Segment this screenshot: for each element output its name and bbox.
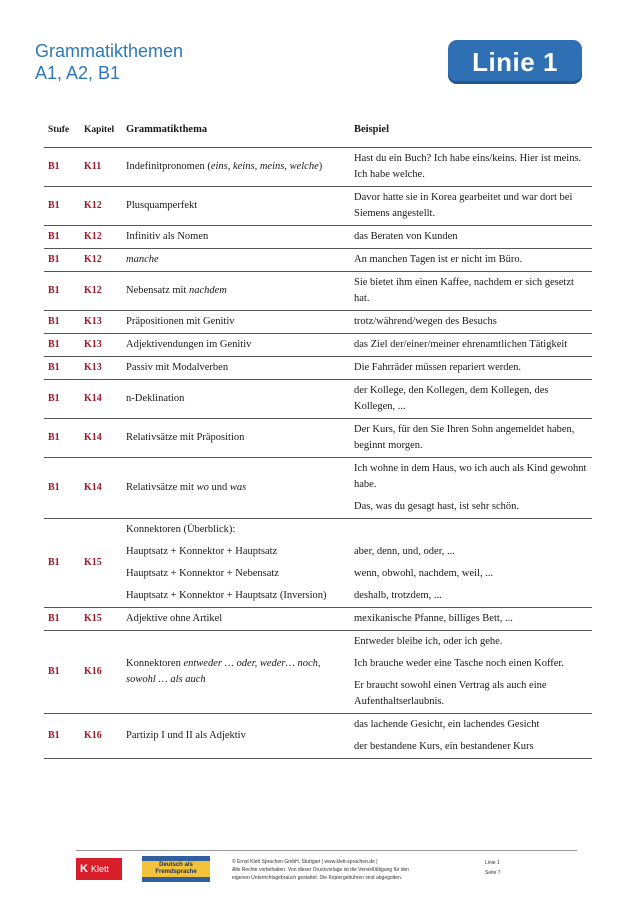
page-title xyxy=(35,40,183,84)
cell-kapitel: K13 xyxy=(80,310,122,333)
table-row xyxy=(44,333,592,356)
cell-kapitel: K15 xyxy=(80,607,122,630)
table-row xyxy=(44,186,592,225)
cell-beispiel xyxy=(350,713,592,758)
beispiel-line: wenn, obwohl, nachdem, weil, ... xyxy=(354,567,494,579)
cell-kapitel: K14 xyxy=(80,418,122,457)
table-row xyxy=(44,356,592,379)
cell-grammatikthema: Nebensatz mit nachdem xyxy=(122,271,350,310)
title-line-2: A1, A2, B1 xyxy=(35,63,121,83)
beispiel-line: der Kollege, den Kollegen, dem Kollegen, des Kollegen, ... xyxy=(354,384,549,412)
copyright-line: Alle Rechte vorbehalten. Von dieser Druckvorlage ist die Vervielfältigung für den xyxy=(232,867,410,873)
thema-line: Hauptsatz + Konnektor + Nebensatz xyxy=(126,567,279,579)
cell-kapitel: K13 xyxy=(80,333,122,356)
beispiel-line: deshalb, trotzdem, ... xyxy=(354,589,442,601)
cell-beispiel xyxy=(350,630,592,713)
header-grammatikthema: Grammatikthema xyxy=(122,114,350,147)
cell-kapitel: K12 xyxy=(80,186,122,225)
cell-grammatikthema: Adjektive ohne Artikel xyxy=(122,607,350,630)
table-row xyxy=(44,630,592,713)
copyright-notice xyxy=(232,858,472,882)
cell-grammatikthema: Partizip I und II als Adjektiv xyxy=(122,713,350,758)
klett-name: Klett xyxy=(90,864,109,874)
table-row xyxy=(44,379,592,418)
klett-logo xyxy=(76,858,122,880)
cell-kapitel: K11 xyxy=(80,147,122,186)
table-row xyxy=(44,457,592,518)
cell-beispiel xyxy=(350,418,592,457)
table-row xyxy=(44,713,592,758)
cell-stufe: B1 xyxy=(44,225,80,248)
cell-kapitel: K13 xyxy=(80,356,122,379)
beispiel-line: mexikanische Pfanne, billiges Bett, ... xyxy=(354,612,513,624)
daf-logo xyxy=(142,856,210,882)
thema-line: Konnektoren (Überblick): xyxy=(126,523,236,535)
cell-stufe: B1 xyxy=(44,379,80,418)
logo-text: Linie 1 xyxy=(472,46,558,77)
page-info xyxy=(485,858,501,878)
cell-grammatikthema: Relativsätze mit Präposition xyxy=(122,418,350,457)
grammar-table xyxy=(44,114,592,759)
table-row xyxy=(44,607,592,630)
cell-grammatikthema xyxy=(122,518,350,607)
cell-stufe: B1 xyxy=(44,356,80,379)
cell-grammatikthema: manche xyxy=(122,248,350,271)
table-row xyxy=(44,147,592,186)
linie1-logo xyxy=(448,40,582,84)
cell-stufe: B1 xyxy=(44,630,80,713)
cell-grammatikthema: Konnektoren entweder … oder, weder… noch, sowohl … als auch xyxy=(122,630,350,713)
cell-kapitel: K16 xyxy=(80,713,122,758)
cell-stufe: B1 xyxy=(44,333,80,356)
beispiel-line: Ich wohne in dem Haus, wo ich auch als Kind gewohnt habe. xyxy=(354,462,587,490)
cell-beispiel xyxy=(350,457,592,518)
page-number: Seite 7 xyxy=(485,870,501,876)
cell-kapitel: K12 xyxy=(80,248,122,271)
cell-beispiel xyxy=(350,518,592,607)
table-row xyxy=(44,310,592,333)
cell-stufe: B1 xyxy=(44,607,80,630)
beispiel-line xyxy=(354,522,588,538)
cell-stufe: B1 xyxy=(44,310,80,333)
cell-grammatikthema: Passiv mit Modalverben xyxy=(122,356,350,379)
title-line-1: Grammatikthemen xyxy=(35,41,184,61)
table-row xyxy=(44,271,592,310)
cell-beispiel xyxy=(350,248,592,271)
cell-kapitel: K16 xyxy=(80,630,122,713)
beispiel-line: Hast du ein Buch? Ich habe eins/keins. Hier ist meins. Ich habe welche. xyxy=(354,152,582,180)
copyright-line: eigenen Unterrichtsgebrauch gestattet. Die Kopiergebühren sind abgegolten. xyxy=(232,875,403,881)
cell-stufe: B1 xyxy=(44,271,80,310)
cell-beispiel xyxy=(350,225,592,248)
daf-text: Deutsch als Fremdsprache xyxy=(142,861,210,877)
klett-mark: K xyxy=(80,863,88,875)
cell-grammatikthema: n-Deklination xyxy=(122,379,350,418)
product-name: Linie 1 xyxy=(485,860,500,866)
table-row xyxy=(44,518,592,607)
beispiel-line: Er braucht sowohl einen Vertrag als auch eine Aufenthaltserlaubnis. xyxy=(354,679,547,707)
beispiel-line: Das, was du gesagt hast, ist sehr schön. xyxy=(354,500,520,512)
cell-grammatikthema: Adjektivendungen im Genitiv xyxy=(122,333,350,356)
table-header-row xyxy=(44,114,592,147)
cell-stufe: B1 xyxy=(44,457,80,518)
cell-beispiel xyxy=(350,379,592,418)
beispiel-line: der bestandene Kurs, ein bestandener Kurs xyxy=(354,740,534,752)
cell-stufe: B1 xyxy=(44,147,80,186)
cell-stufe: B1 xyxy=(44,248,80,271)
cell-beispiel xyxy=(350,186,592,225)
beispiel-line: Entweder bleibe ich, oder ich gehe. xyxy=(354,635,503,647)
table-row xyxy=(44,225,592,248)
cell-grammatikthema: Präpositionen mit Genitiv xyxy=(122,310,350,333)
cell-beispiel xyxy=(350,271,592,310)
beispiel-line: Die Fahrräder müssen repariert werden. xyxy=(354,361,522,373)
cell-grammatikthema: Infinitiv als Nomen xyxy=(122,225,350,248)
cell-kapitel: K15 xyxy=(80,518,122,607)
cell-kapitel: K12 xyxy=(80,225,122,248)
beispiel-line: Sie bietet ihm einen Kaffee, nachdem er sich gesetzt hat. xyxy=(354,276,574,304)
cell-beispiel xyxy=(350,333,592,356)
beispiel-line: Davor hatte sie in Korea gearbeitet und war dort bei Siemens angestellt. xyxy=(354,191,573,219)
cell-beispiel xyxy=(350,356,592,379)
cell-grammatikthema: Plusquamperfekt xyxy=(122,186,350,225)
cell-kapitel: K14 xyxy=(80,379,122,418)
cell-kapitel: K14 xyxy=(80,457,122,518)
beispiel-line: Ich brauche weder eine Tasche noch einen Koffer. xyxy=(354,657,564,669)
table-row xyxy=(44,248,592,271)
cell-beispiel xyxy=(350,310,592,333)
beispiel-line: Der Kurs, für den Sie Ihren Sohn angemeldet haben, beginnt morgen. xyxy=(354,423,575,451)
cell-grammatikthema: Indefinitpronomen (eins, keins, meins, welche) xyxy=(122,147,350,186)
table-body xyxy=(44,147,592,758)
table-row xyxy=(44,418,592,457)
footer-divider xyxy=(76,850,577,851)
cell-stufe: B1 xyxy=(44,186,80,225)
thema-line: Hauptsatz + Konnektor + Hauptsatz xyxy=(126,545,278,557)
copyright-line: © Ernst Klett Sprachen GmbH, Stuttgart | www.klett-sprachen.de | xyxy=(232,859,378,865)
header-beispiel: Beispiel xyxy=(350,114,592,147)
cell-beispiel xyxy=(350,607,592,630)
beispiel-line: das Ziel der/einer/meiner ehrenamtlichen Tätigkeit xyxy=(354,338,568,350)
cell-stufe: B1 xyxy=(44,518,80,607)
cell-beispiel xyxy=(350,147,592,186)
header-stufe: Stufe xyxy=(44,114,80,147)
beispiel-line: das lachende Gesicht, ein lachendes Gesicht xyxy=(354,718,540,730)
cell-grammatikthema: Relativsätze mit wo und was xyxy=(122,457,350,518)
beispiel-line: aber, denn, und, oder, ... xyxy=(354,545,455,557)
cell-stufe: B1 xyxy=(44,713,80,758)
beispiel-line: das Beraten von Kunden xyxy=(354,230,458,242)
cell-kapitel: K12 xyxy=(80,271,122,310)
cell-stufe: B1 xyxy=(44,418,80,457)
beispiel-line: An manchen Tagen ist er nicht im Büro. xyxy=(354,253,523,265)
thema-line: Hauptsatz + Konnektor + Hauptsatz (Inversion) xyxy=(126,589,327,601)
header-kapitel: Kapitel xyxy=(80,114,122,147)
beispiel-line: trotz/während/wegen des Besuchs xyxy=(354,315,497,327)
